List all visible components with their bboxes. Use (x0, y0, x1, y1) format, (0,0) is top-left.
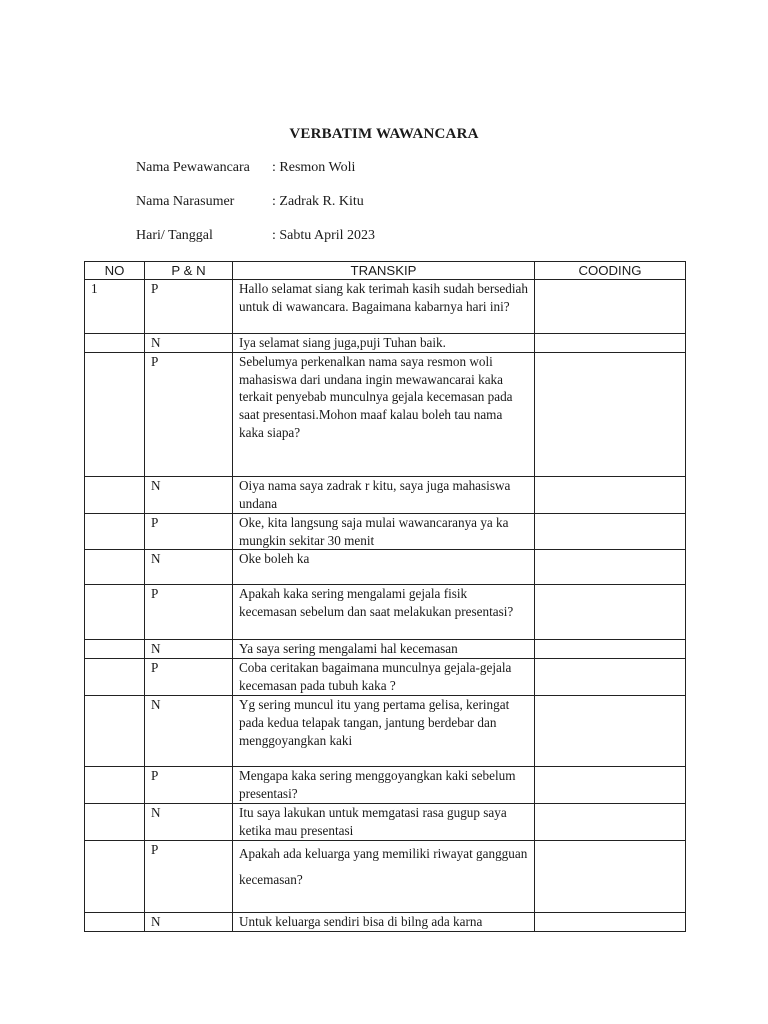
row-speaker: P (145, 352, 233, 476)
table-row (85, 640, 686, 659)
row-transcript: Sebelumya perkenalkan nama saya resmon woli mahasiswa dari undana ingin mewawancarai kaka terkait penyebab munculnya gejala kecemasan pada saat presentasi.Mohon maaf kalau boleh tau nama kaka siapa? (233, 352, 535, 476)
table-row (85, 840, 686, 912)
meta-label: Nama Narasumer (136, 194, 235, 209)
row-transcript: Ya saya sering mengalami hal kecemasan (233, 640, 535, 659)
table-row (85, 550, 686, 585)
row-transcript: Iya selamat siang juga,puji Tuhan baik. (233, 334, 535, 353)
row-transcript: Yg sering muncul itu yang pertama gelisa, keringat pada kedua telapak tangan, jantung berdebar dan menggoyangkan kaki (233, 696, 535, 767)
row-coding (535, 767, 686, 804)
document-title: VERBATIM WAWANCARA (289, 126, 479, 142)
row-no (85, 352, 145, 476)
row-speaker: N (145, 696, 233, 767)
row-no (85, 476, 145, 513)
table-row (85, 912, 686, 931)
row-coding (535, 640, 686, 659)
row-speaker: N (145, 476, 233, 513)
table-row (85, 513, 686, 550)
row-coding (535, 912, 686, 931)
table-header-row (85, 262, 686, 280)
header-pn: P & N (145, 262, 233, 280)
table-row (85, 476, 686, 513)
row-speaker: N (145, 912, 233, 931)
table-row (85, 767, 686, 804)
row-transcript: Untuk keluarga sendiri bisa di bilng ada karna (233, 912, 535, 931)
row-speaker: N (145, 550, 233, 585)
row-transcript: Coba ceritakan bagaimana munculnya gejala-gejala kecemasan pada tubuh kaka ? (233, 659, 535, 696)
row-speaker: P (145, 585, 233, 640)
row-coding (535, 585, 686, 640)
row-transcript: Apakah kaka sering mengalami gejala fisik kecemasan sebelum dan saat melakukan presentasi? (233, 585, 535, 640)
row-coding (535, 550, 686, 585)
row-no (85, 550, 145, 585)
meta-interviewer (136, 160, 355, 176)
table-row (85, 696, 686, 767)
row-speaker: P (145, 659, 233, 696)
meta-value: : Sabtu April 2023 (272, 228, 376, 243)
row-no (85, 803, 145, 840)
row-coding (535, 334, 686, 353)
table-row (85, 659, 686, 696)
meta-value: : Zadrak R. Kitu (272, 194, 364, 209)
row-transcript: Oiya nama saya zadrak r kitu, saya juga mahasiswa undana (233, 476, 535, 513)
row-no: 1 (85, 280, 145, 334)
row-coding (535, 280, 686, 334)
row-transcript: Oke boleh ka (233, 550, 535, 585)
row-no (85, 840, 145, 912)
table-row (85, 803, 686, 840)
row-coding (535, 696, 686, 767)
row-no (85, 659, 145, 696)
header-transcript: TRANSKIP (233, 262, 535, 280)
table-row (85, 352, 686, 476)
row-no (85, 912, 145, 931)
row-no (85, 696, 145, 767)
row-speaker: N (145, 803, 233, 840)
row-transcript: Mengapa kaka sering menggoyangkan kaki sebelum presentasi? (233, 767, 535, 804)
meta-value: : Resmon Woli (272, 160, 356, 175)
row-transcript: Oke, kita langsung saja mulai wawancaranya ya ka mungkin sekitar 30 menit (233, 513, 535, 550)
table-row (85, 280, 686, 334)
row-speaker: N (145, 334, 233, 353)
table-row (85, 334, 686, 353)
meta-date (136, 228, 375, 244)
row-speaker: P (145, 280, 233, 334)
row-speaker: P (145, 840, 233, 912)
row-no (85, 767, 145, 804)
header-coding: COODING (535, 262, 686, 280)
row-no (85, 585, 145, 640)
table-row (85, 585, 686, 640)
row-no (85, 640, 145, 659)
row-no (85, 513, 145, 550)
row-coding (535, 659, 686, 696)
verbatim-table (84, 261, 686, 932)
row-coding (535, 352, 686, 476)
row-no (85, 334, 145, 353)
meta-interviewee (136, 194, 364, 210)
row-transcript: Hallo selamat siang kak terimah kasih sudah bersediah untuk di wawancara. Bagaimana kabarnya hari ini? (233, 280, 535, 334)
meta-label: Hari/ Tanggal (136, 228, 213, 243)
row-transcript: Itu saya lakukan untuk memgatasi rasa gugup saya ketika mau presentasi (233, 803, 535, 840)
row-coding (535, 513, 686, 550)
row-coding (535, 476, 686, 513)
header-no: NO (85, 262, 145, 280)
row-coding (535, 803, 686, 840)
row-transcript: Apakah ada keluarga yang memiliki riwayat gangguan kecemasan? (233, 840, 535, 912)
meta-label: Nama Pewawancara (136, 160, 250, 175)
row-speaker: P (145, 767, 233, 804)
row-speaker: P (145, 513, 233, 550)
row-speaker: N (145, 640, 233, 659)
row-coding (535, 840, 686, 912)
